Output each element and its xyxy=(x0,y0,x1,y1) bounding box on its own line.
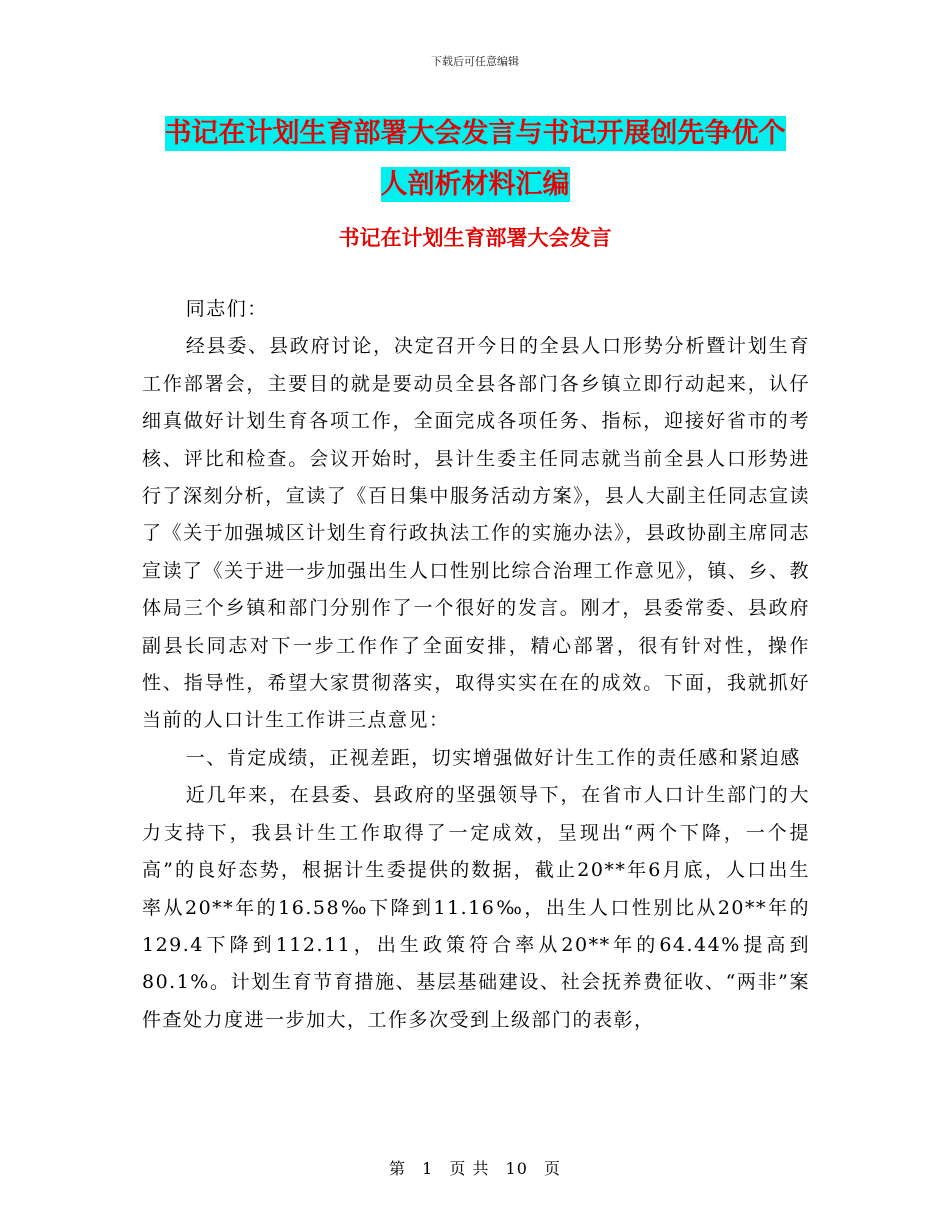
footer-middle: 页 共 xyxy=(449,1159,490,1178)
paragraph-achievements: 近几年来，在县委、县政府的坚强领导下，在省市人口计生部门的大力支持下，我县计生工作取得了一定成效，呈现出“两个下降，一个提高”的良好态势，根据计生委提供的数据，截止20**年6月底，人口出生率从20**年的16.58‰下降到11.16‰，出生人口性别比从20**年的129.4下降到112.11，出生政策符合率从20**年的64.44%提高到80.1%。计划生育节育措施、基层基础建设、社会抚养费征收、“两非”案件查处力度进一步加大，工作多次受到上级部门的表彰， xyxy=(142,784,810,1031)
body-text xyxy=(142,291,810,1039)
footer-prefix: 第 xyxy=(388,1159,406,1178)
page-footer xyxy=(0,1156,950,1179)
title-line-2: 人剖析材料汇编 xyxy=(380,169,570,200)
footer-total-pages: 10 xyxy=(505,1159,528,1178)
document-title xyxy=(140,108,810,210)
paragraph-heading-one: 一、肯定成绩，正视差距，切实增强做好计生工作的责任感和紧迫感 xyxy=(185,746,801,769)
footer-suffix: 页 xyxy=(544,1159,562,1178)
paragraph-salutation: 同志们： xyxy=(185,298,268,320)
section-title: 书记在计划生育部署大会发言 xyxy=(338,226,612,250)
paragraph-intro: 经县委、县政府讨论，决定召开今日的全县人口形势分析暨计划生育工作部署会，主要目的就是要动员全县各部门各乡镇立即行动起来，认仔细真做好计划生育各项工作，全面完成各项任务、指标，迎接好省市的考核、评比和检查。会议开始时，县计生委主任同志就当前全县人口形势进行了深刻分析，宣读了《百日集中服务活动方案》，县人大副主任同志宣读了《关于加强城区计划生育行政执法工作的实施办法》，县政协副主席同志宣读了《关于进一步加强出生人口性别比综合治理工作意见》，镇、乡、教体局三个乡镇和部门分别作了一个很好的发言。刚才，县委常委、县政府副县长同志对下一步工作作了全面安排，精心部署，很有针对性，操作性、指导性，希望大家贯彻落实，取得实实在在的成效。下面，我就抓好当前的人口计生工作讲三点意见： xyxy=(142,335,810,732)
footer-page-number: 1 xyxy=(422,1159,434,1178)
title-line-1: 书记在计划生育部署大会发言与书记开展创先争优个 xyxy=(164,118,786,149)
header-note: 下载后可任意编辑 xyxy=(431,55,519,68)
